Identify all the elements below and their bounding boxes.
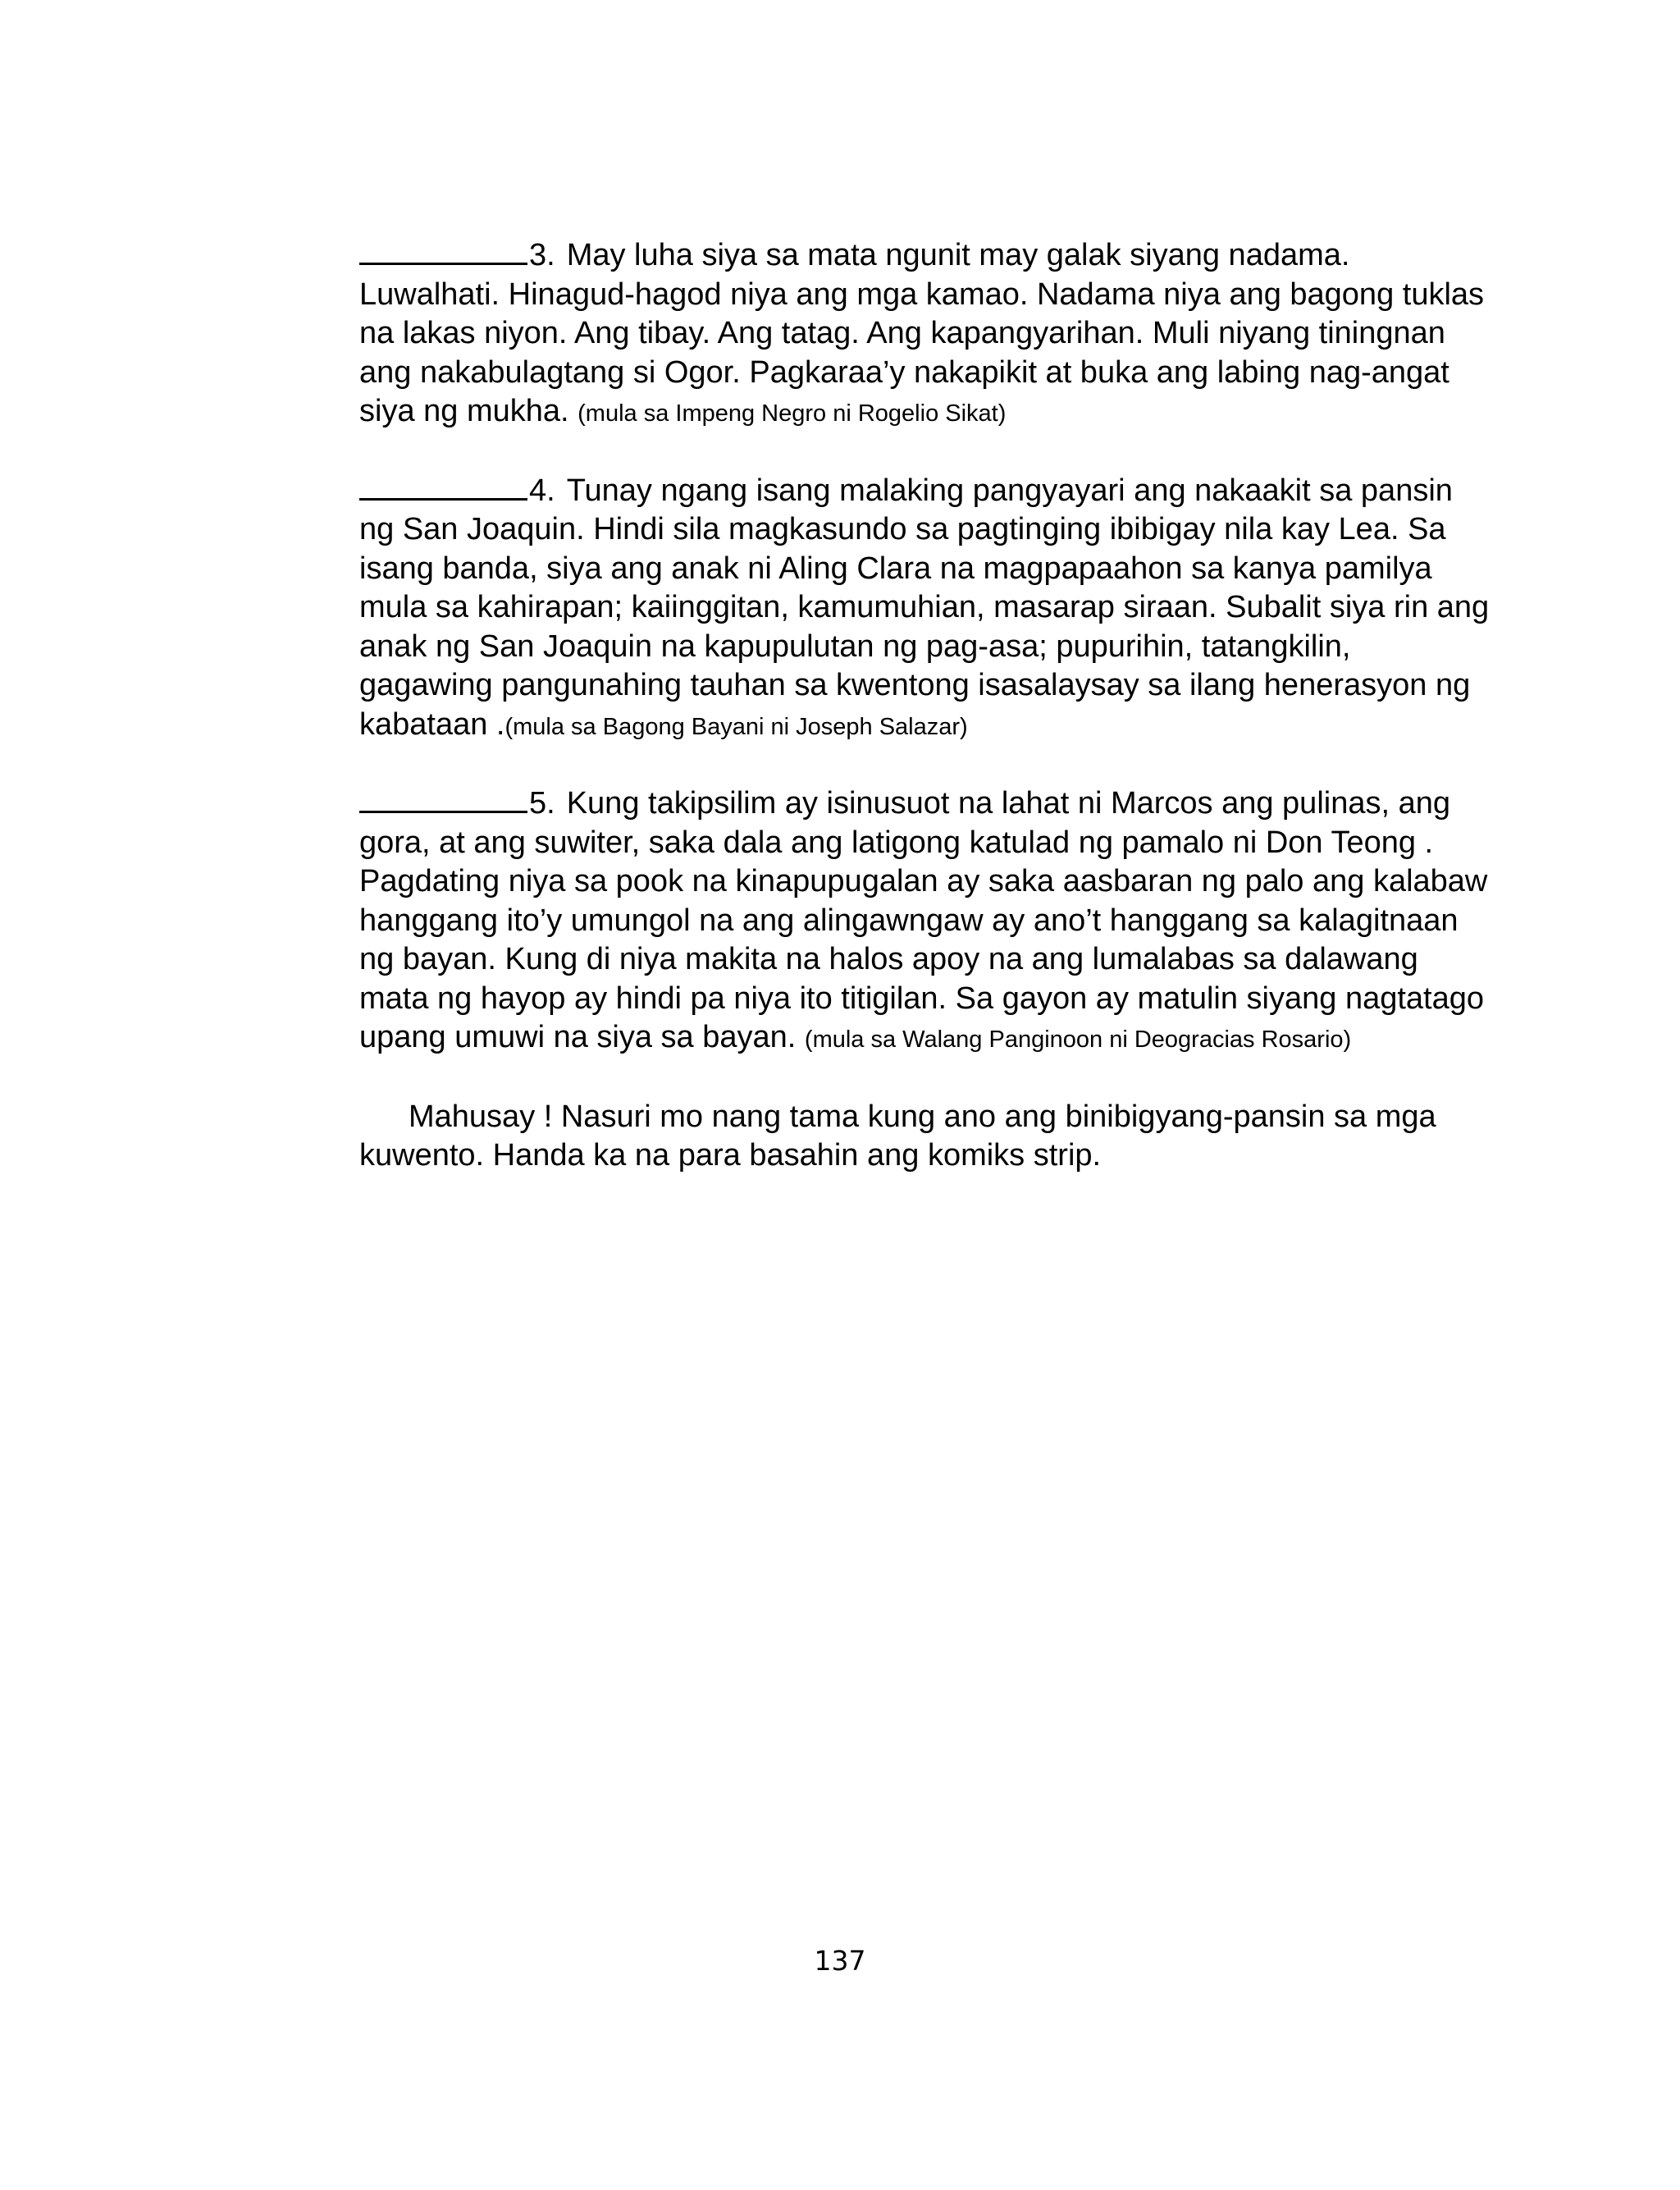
exercise-item-5 — [359, 784, 1491, 1060]
page-number: 137 — [814, 1945, 866, 1977]
item-source: (mula sa Walang Panginoon ni Deogracias Rosario) — [804, 1026, 1352, 1053]
exercise-item-3 — [359, 236, 1491, 434]
answer-blank[interactable] — [359, 238, 527, 265]
exercise-item-4 — [359, 472, 1491, 748]
item-number: 4. — [529, 473, 555, 508]
answer-blank[interactable] — [359, 786, 527, 813]
item-source: (mula sa Bagong Bayani ni Joseph Salazar) — [504, 713, 968, 740]
item-number: 5. — [529, 786, 555, 821]
answer-blank[interactable] — [359, 473, 527, 501]
item-passage: May luha siya sa mata ngunit may galak siyang nadama. Luwalhati. Hinagud-hagod niya ang mga kamao. Nadama niya ang bagong tuklas na lakas niyon. Ang tibay. Ang tatag. Ang kapangyarihan. Muli niyang tiningnan ang nakabulagtang si Ogor. Pagkaraa’y nakapikit at buka ang labing nag-angat siya ng mukha. — [359, 238, 1485, 428]
item-passage: Tunay ngang isang malaking pangyayari ang nakaakit sa pansin ng San Joaquin. Hindi sila magkasundo sa pagtinging ibibigay nila kay Lea. Sa isang banda, siya ang anak ni Aling Clara na magpapaahon sa kanya pamilya mula sa kahirapan; kaiinggitan, kamumuhian, masarap siraan. Subalit siya rin ang anak ng San Joaquin na kapupulutan ng pag-asa; pupurihin, tatangkilin, gagawing pangunahing tauhan sa kwentong isasalaysay sa ilang henerasyon ng kabataan . — [359, 473, 1490, 742]
item-source: (mula sa Impeng Negro ni Rogelio Sikat) — [578, 400, 1007, 427]
closing-paragraph: Mahusay ! Nasuri mo nang tama kung ano ang binibigyang-pansin sa mga kuwento. Handa ka na para basahin ang komiks strip. — [359, 1099, 1436, 1173]
item-number: 3. — [529, 238, 555, 272]
exercise-content — [359, 236, 1491, 1176]
item-passage: Kung takipsilim ay isinusuot na lahat ni Marcos ang pulinas, ang gora, at ang suwiter, saka dala ang latigong katulad ng pamalo ni Don Teong . Pagdating niya sa pook na kinapupugalan ay saka aasbaran ng palo ang kalabaw hanggang ito’y umungol na ang alingawngaw ay ano’t hanggang sa kalagitnaan ng bayan. Kung di niya makita na halos apoy na ang lumalabas sa dalawang mata ng hayop ay hindi pa niya ito titigilan. Sa gayon ay matulin siyang nagtatago upang umuwi na siya sa bayan. — [359, 786, 1488, 1054]
